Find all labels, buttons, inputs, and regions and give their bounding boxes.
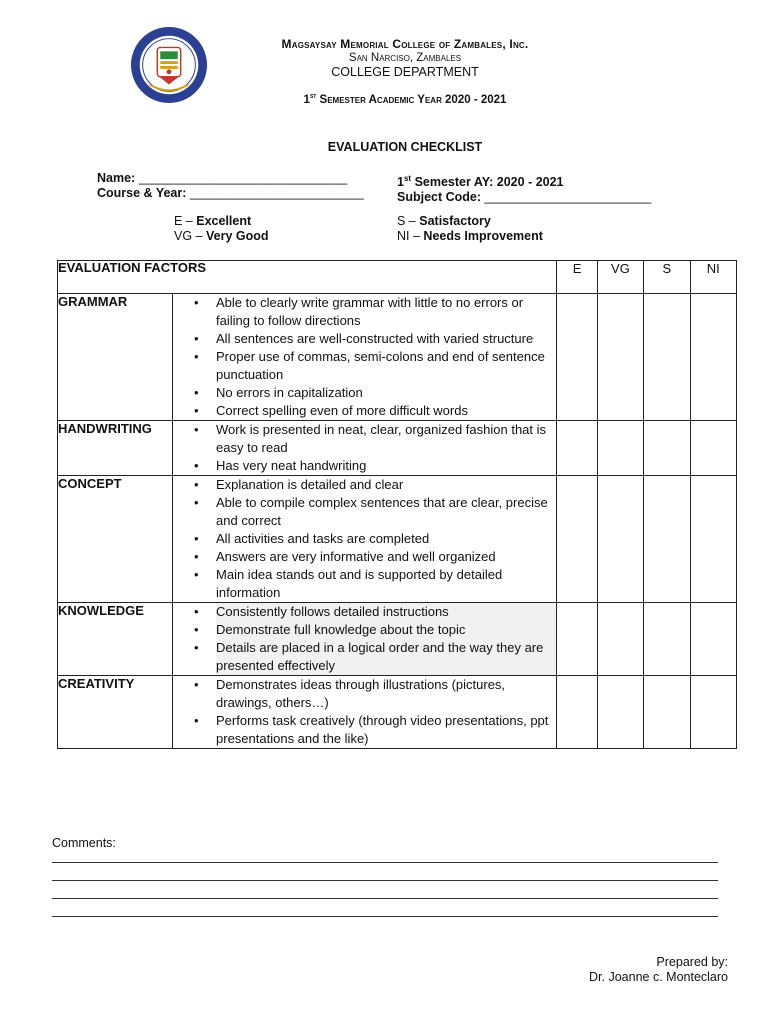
name-row bbox=[97, 171, 364, 186]
legend-e bbox=[174, 214, 269, 229]
rating-header-s: S bbox=[644, 261, 690, 294]
legend-e-text: Excellent bbox=[196, 214, 252, 228]
rating-cell-e[interactable] bbox=[557, 676, 597, 749]
semester-heading bbox=[225, 93, 585, 106]
table-header-row bbox=[58, 261, 737, 294]
factor-items bbox=[173, 476, 557, 603]
college-seal-logo bbox=[130, 26, 208, 104]
rating-header-vg: VG bbox=[597, 261, 643, 294]
list-item: • Able to compile complex sentences that are clear, precise and correct bbox=[216, 494, 556, 530]
subject-row bbox=[397, 190, 651, 205]
department-name: COLLEGE DEPARTMENT bbox=[331, 65, 479, 79]
sem-ordinal: st bbox=[403, 174, 412, 183]
document-title: EVALUATION CHECKLIST bbox=[327, 140, 483, 154]
legend-left bbox=[174, 214, 269, 244]
sem-number: 1 bbox=[397, 175, 404, 190]
legend-right bbox=[397, 214, 543, 244]
rating-cell-ni[interactable] bbox=[690, 294, 736, 421]
factor-items bbox=[173, 676, 557, 749]
list-item: • Answers are very informative and well organized bbox=[216, 548, 556, 566]
subject-label: Subject Code: bbox=[397, 190, 482, 205]
rating-cell-e[interactable] bbox=[557, 421, 597, 476]
rating-cell-e[interactable] bbox=[557, 294, 597, 421]
factor-grammar: GRAMMAR bbox=[58, 294, 173, 421]
list-item: • Explanation is detailed and clear bbox=[216, 476, 556, 494]
rating-cell-vg[interactable] bbox=[597, 421, 643, 476]
factor-knowledge: KNOWLEDGE bbox=[58, 603, 173, 676]
course-row bbox=[97, 186, 364, 201]
factor-items bbox=[173, 603, 557, 676]
rating-cell-s[interactable] bbox=[644, 476, 690, 603]
rating-cell-ni[interactable] bbox=[690, 676, 736, 749]
list-item: • Proper use of commas, semi-colons and end of sentence punctuation bbox=[216, 348, 556, 384]
rating-cell-vg[interactable] bbox=[597, 603, 643, 676]
rating-cell-ni[interactable] bbox=[690, 421, 736, 476]
semester-ordinal: st bbox=[309, 93, 317, 100]
comment-line[interactable] bbox=[52, 862, 718, 863]
rating-cell-ni[interactable] bbox=[690, 603, 736, 676]
course-label: Course & Year: bbox=[97, 186, 187, 200]
legend-s-text: Satisfactory bbox=[419, 214, 491, 228]
list-item: • Demonstrate full knowledge about the topic bbox=[216, 621, 556, 639]
rating-cell-s[interactable] bbox=[644, 603, 690, 676]
student-info-left bbox=[97, 171, 364, 201]
list-item: • Main idea stands out and is supported by detailed information bbox=[216, 566, 556, 602]
rating-header-e: E bbox=[557, 261, 597, 294]
list-item: • Details are placed in a logical order and the way they are presented effectively bbox=[216, 639, 556, 675]
factor-handwriting: HANDWRITING bbox=[58, 421, 173, 476]
name-field[interactable]: ______________________________ bbox=[138, 171, 348, 185]
factors-header: EVALUATION FACTORS bbox=[58, 261, 557, 294]
school-name: Magsaysay Memorial College of Zambales, Inc. bbox=[281, 37, 529, 51]
list-item: • All activities and tasks are completed bbox=[216, 530, 556, 548]
rating-cell-vg[interactable] bbox=[597, 294, 643, 421]
legend-ni-code: NI – bbox=[397, 229, 420, 243]
rating-cell-s[interactable] bbox=[644, 676, 690, 749]
comment-line[interactable] bbox=[52, 880, 718, 881]
list-item: • All sentences are well-constructed with varied structure bbox=[216, 330, 556, 348]
rating-header-ni: NI bbox=[690, 261, 736, 294]
legend-s bbox=[397, 214, 543, 229]
sem-text: Semester AY: 2020 - 2021 bbox=[414, 175, 564, 190]
list-item: • Consistently follows detailed instructions bbox=[216, 603, 556, 621]
factor-concept: CONCEPT bbox=[58, 476, 173, 603]
prepared-by-label: Prepared by: bbox=[656, 955, 728, 969]
rating-cell-s[interactable] bbox=[644, 294, 690, 421]
comment-line[interactable] bbox=[52, 916, 718, 917]
list-item: • Work is presented in neat, clear, organized fashion that is easy to read bbox=[216, 421, 556, 457]
semester-number: 1 bbox=[303, 93, 310, 106]
list-item: • Performs task creatively (through video presentations, ppt presentations and the like) bbox=[216, 712, 556, 748]
rating-cell-vg[interactable] bbox=[597, 676, 643, 749]
comment-line[interactable] bbox=[52, 898, 718, 899]
list-item: • Correct spelling even of more difficult words bbox=[216, 402, 556, 420]
legend-vg-code: VG – bbox=[174, 229, 203, 243]
legend-ni-text: Needs Improvement bbox=[423, 229, 543, 243]
legend-e-code: E – bbox=[174, 214, 193, 228]
course-field[interactable]: _________________________ bbox=[189, 186, 364, 200]
list-item: • Demonstrates ideas through illustrations (pictures, drawings, others…) bbox=[216, 676, 556, 712]
legend-s-code: S – bbox=[397, 214, 416, 228]
subject-field[interactable]: ________________________ bbox=[484, 190, 652, 205]
semester-text: Semester Academic Year 2020 - 2021 bbox=[319, 93, 507, 106]
factor-items bbox=[173, 294, 557, 421]
evaluation-table bbox=[57, 260, 737, 749]
table-row bbox=[58, 476, 737, 603]
legend-ni bbox=[397, 229, 543, 244]
semester-row bbox=[397, 171, 651, 190]
factor-items bbox=[173, 421, 557, 476]
rating-cell-ni[interactable] bbox=[690, 476, 736, 603]
student-info-right bbox=[397, 171, 651, 205]
list-item: • Has very neat handwriting bbox=[216, 457, 556, 475]
legend-vg-text: Very Good bbox=[205, 229, 269, 243]
rating-cell-s[interactable] bbox=[644, 421, 690, 476]
legend-vg bbox=[174, 229, 269, 244]
factor-creativity: CREATIVITY bbox=[58, 676, 173, 749]
list-item: • Able to clearly write grammar with little to no errors or failing to follow directions bbox=[216, 294, 556, 330]
table-row bbox=[58, 421, 737, 476]
prepared-by-name: Dr. Joanne c. Monteclaro bbox=[589, 970, 728, 984]
name-label: Name: bbox=[97, 171, 136, 185]
comments-label: Comments: bbox=[52, 836, 116, 850]
list-item: • No errors in capitalization bbox=[216, 384, 556, 402]
rating-cell-e[interactable] bbox=[557, 603, 597, 676]
table-row bbox=[58, 603, 737, 676]
rating-cell-e[interactable] bbox=[557, 476, 597, 603]
school-city: San Narciso, Zambales bbox=[348, 52, 462, 64]
table-row bbox=[58, 294, 737, 421]
table-row bbox=[58, 676, 737, 749]
rating-cell-vg[interactable] bbox=[597, 476, 643, 603]
